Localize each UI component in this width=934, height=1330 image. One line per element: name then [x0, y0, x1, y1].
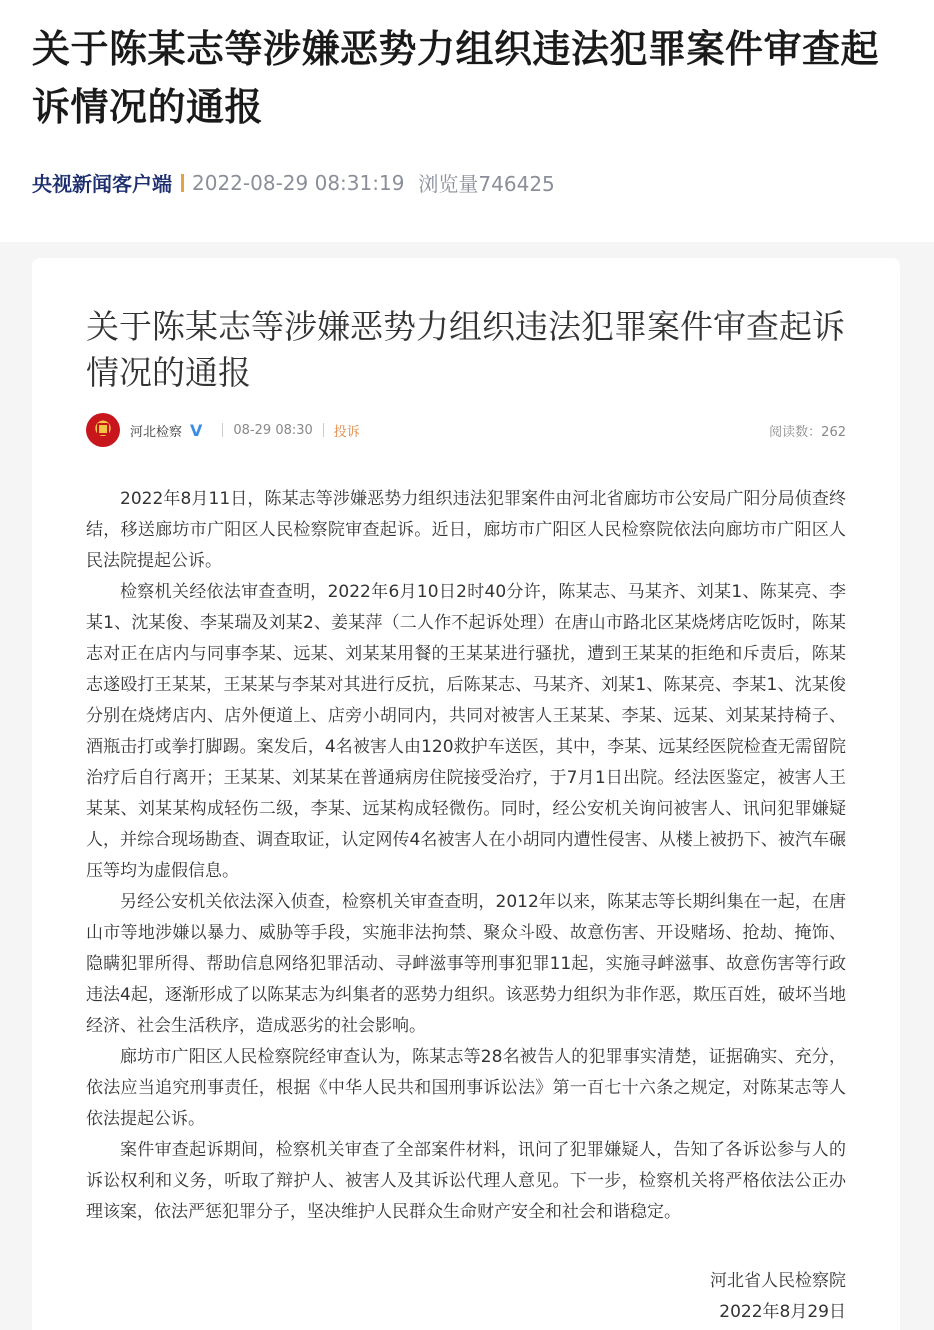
source-name[interactable]: 央视新闻客户端 — [32, 172, 172, 196]
paragraph: 案件审查起诉期间，检察机关审查了全部案件材料，讯问了犯罪嫌疑人，告知了各诉讼参与人的诉讼权利和义务，听取了辩护人、被害人及其诉讼代理人意见。下一步，检察机关将严格依法公正办理该案，依法严惩犯罪分子，坚决维护人民群众生命财产安全和社会和谐稳定。 — [86, 1140, 846, 1222]
divider — [222, 423, 223, 437]
weibo-author-row — [86, 412, 846, 448]
read-count: 阅读数：262 — [769, 424, 846, 440]
weibo-screenshot-card — [32, 258, 900, 1330]
signature-org: 河北省人民检察院 — [710, 1271, 846, 1291]
divider — [323, 423, 324, 437]
weibo-content — [86, 484, 846, 1228]
weibo-title: 关于陈某志等涉嫌恶势力组织违法犯罪案件审查起诉情况的通报 — [86, 307, 845, 392]
article-header — [0, 0, 934, 242]
paragraph: 廊坊市广阳区人民检察院经审查认为，陈某志等28名被告人的犯罪事实清楚，证据确实、充分，依法应当追究刑事责任，根据《中华人民共和国刑事诉讼法》第一百七十六条之规定，对陈某志等人依法提起公诉。 — [86, 1047, 846, 1129]
paragraph: 检察机关经依法审查查明，2022年6月10日2时40分许，陈某志、马某齐、刘某1、陈某亮、李某1、沈某俊、李某瑞及刘某2、姜某萍（二人作不起诉处理）在唐山市路北区某烧烤店吃饭时，陈某志对正在店内与同事李某、远某、刘某某用餐的王某某进行骚扰，遭到王某某的拒绝和斥责后，陈某志遂殴打王某某，王某某与李某对其进行反抗，后陈某志、马某齐、刘某1、陈某亮、李某1、沈某俊分别在烧烤店内、店外便道上、店旁小胡同内，共同对被害人王某某、李某、远某、刘某某持椅子、酒瓶击打或拳打脚踢。案发后，4名被害人由120救护车送医，其中，李某、远某经医院检查无需留院治疗后自行离开；王某某、刘某某在普通病房住院接受治疗，于7月1日出院。经法医鉴定，被害人王某某、刘某某构成轻伤二级，李某、远某构成轻微伤。同时，经公安机关询问被害人、讯问犯罪嫌疑人，并综合现场勘查、调查取证，认定网传4名被害人在小胡同内遭性侵害、从楼上被扔下、被汽车碾压等均为虚假信息。 — [86, 582, 846, 881]
view-count: 浏览量746425 — [418, 172, 555, 196]
paragraph: 另经公安机关依法深入侦查，检察机关审查查明，2012年以来，陈某志等长期纠集在一起，在唐山市等地涉嫌以暴力、威胁等手段，实施非法拘禁、聚众斗殴、故意伤害、开设赌场、抢劫、掩饰、隐瞒犯罪所得、帮助信息网络犯罪活动、寻衅滋事等刑事犯罪11起，实施寻衅滋事、故意伤害等行政违法4起，逐渐形成了以陈某志为纠集者的恶势力组织。该恶势力组织为非作恶，欺压百姓，破坏当地经济、社会生活秩序，造成恶劣的社会影响。 — [86, 892, 846, 1036]
post-time: 08-29 08:30 — [233, 422, 313, 438]
meta-divider — [181, 174, 184, 192]
author-name[interactable]: 河北检察 — [130, 424, 183, 440]
complain-link[interactable]: 投诉 — [333, 424, 360, 440]
publish-time: 2022-08-29 08:31:19 — [192, 170, 405, 195]
verified-icon: V — [190, 420, 203, 440]
article-title: 关于陈某志等涉嫌恶势力组织违法犯罪案件审查起诉情况的通报 — [32, 27, 880, 129]
article-meta — [32, 168, 902, 197]
avatar[interactable] — [86, 413, 120, 447]
signature-date: 2022年8月29日 — [719, 1302, 846, 1322]
signature — [86, 1266, 846, 1328]
paragraph: 2022年8月11日，陈某志等涉嫌恶势力组织违法犯罪案件由河北省廊坊市公安局广阳分局侦查终结，移送廊坊市广阳区人民检察院审查起诉。近日，廊坊市广阳区人民检察院依法向廊坊市广阳区人民法院提起公诉。 — [86, 489, 846, 571]
